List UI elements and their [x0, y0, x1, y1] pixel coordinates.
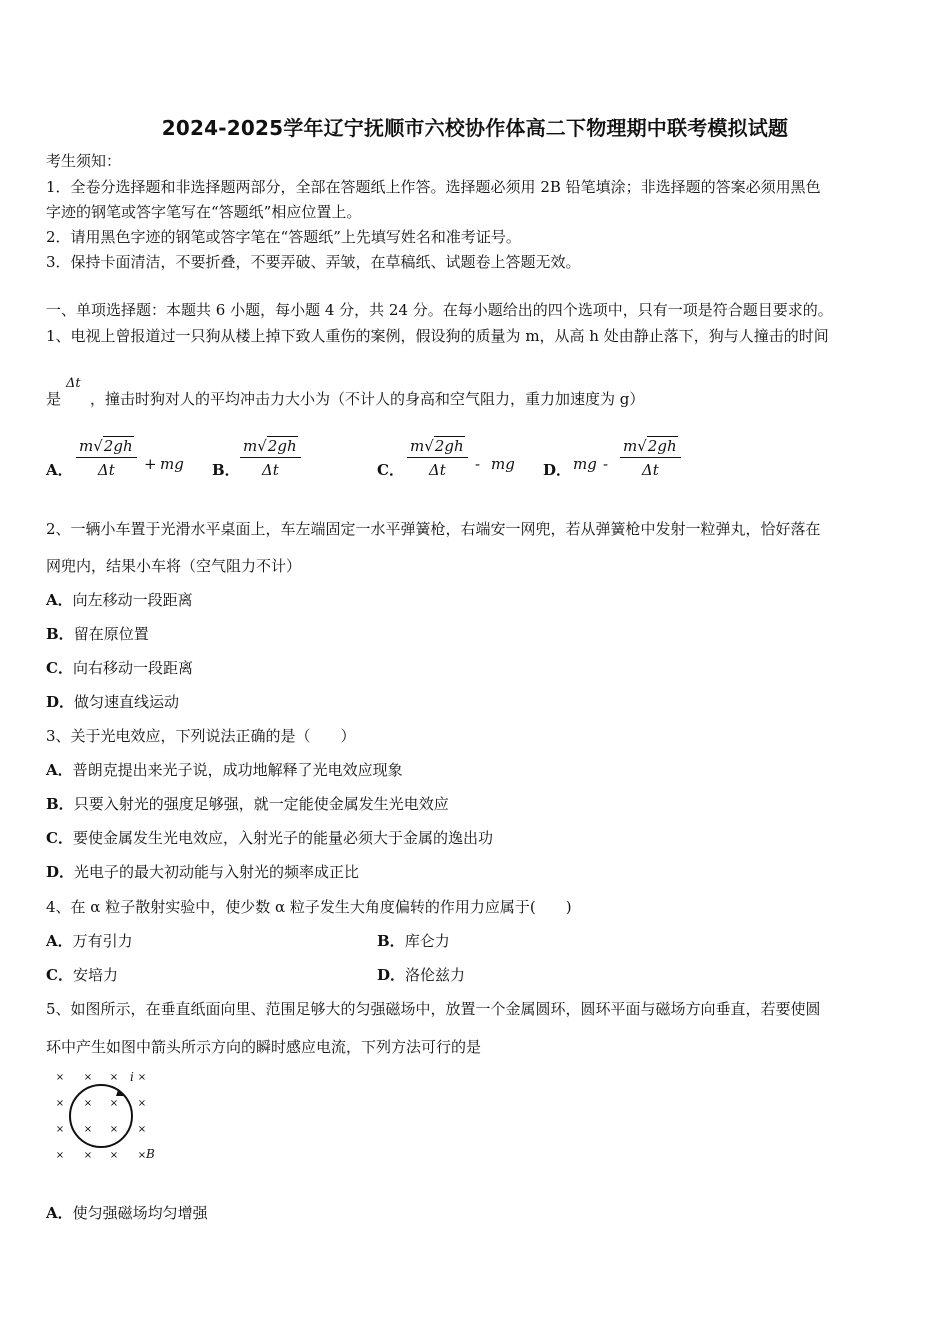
q1-stem-suffix: ，撞击时狗对人的平均冲击力大小为（不计人的身高和空气阻力，重力加速度为 g）: [90, 390, 645, 408]
field-cross-icon: ×: [137, 1124, 147, 1135]
field-cross-icon: ×: [83, 1124, 93, 1135]
notice-line-1b: 字迹的钢笔或答字笔写在“答题纸”相应位置上。: [46, 203, 362, 221]
q1-option-c-minus: -: [475, 455, 481, 473]
q1-option-a-formula: $\frac{m√2gh}{\Delta t}$: [76, 437, 137, 479]
q5-option-a: A．使匀强磁场均匀增强: [46, 1204, 208, 1222]
q2-stem-line1: 2、一辆小车置于光滑水平桌面上，车左端固定一水平弹簧枪，右端安一网兜，若从弹簧枪中发射一粒弹丸，恰好落在: [46, 520, 821, 538]
q5-stem-line2: 环中产生如图中箭头所示方向的瞬时感应电流，下列方法可行的是: [46, 1038, 482, 1056]
field-cross-icon: ×: [137, 1098, 147, 1109]
q1-option-a-label: A．: [46, 461, 73, 479]
q1-stem-prefix: 是: [46, 390, 62, 408]
q1-option-d-formula: $\frac{m√2gh}{\Delta t}$: [620, 437, 681, 479]
field-cross-icon: ×: [55, 1150, 65, 1161]
q1-option-d-label: D．: [543, 461, 572, 479]
q1-stem-line1: 1、电视上曾报道过一只狗从楼上掉下致人重伤的案例，假设狗的质量为 m，从高 h 处由静止落下，狗与人撞击的时间: [46, 327, 829, 345]
field-cross-icon: ×: [109, 1150, 119, 1161]
q5-stem-line1: 5、如图所示，在垂直纸面向里、范围足够大的匀强磁场中，放置一个金属圆环，圆环平面与磁场方向垂直，若要使圆: [46, 1000, 821, 1018]
q4-option-c: C．安培力: [46, 966, 118, 984]
section-heading: 一、单项选择题：本题共 6 小题，每小题 4 分，共 24 分。在每小题给出的四个选项中，只有一项是符合题目要求的。: [46, 301, 833, 319]
q1-option-b-label: B．: [212, 461, 240, 479]
field-cross-icon: ×: [55, 1072, 65, 1083]
field-cross-icon: ×: [109, 1124, 119, 1135]
q3-option-a: A．普朗克提出来光子说，成功地解释了光电效应现象: [46, 761, 403, 779]
q4-option-d: D．洛伦兹力: [377, 966, 466, 984]
q1-option-d-mg: mg: [573, 455, 597, 473]
q3-option-b: B．只要入射光的强度足够强，就一定能使金属发生光电效应: [46, 795, 449, 813]
field-cross-icon: ×: [83, 1150, 93, 1161]
q4-stem: 4、在 α 粒子散射实验中，使少数 α 粒子发生大角度偏转的作用力应属于( ): [46, 898, 572, 916]
q3-stem: 3、关于光电效应，下列说法正确的是（ ）: [46, 727, 356, 745]
q1-option-c-mg: mg: [491, 455, 515, 473]
q1-option-d-minus: -: [603, 455, 609, 473]
notice-line-3: 3．保持卡面清洁，不要折叠，不要弄破、弄皱，在草稿纸、试题卷上答题无效。: [46, 253, 581, 271]
field-cross-icon: ×: [137, 1072, 147, 1083]
q1-option-c-formula: $\frac{m√2gh}{\Delta t}$: [407, 437, 468, 479]
q3-option-d: D．光电子的最大初动能与入射光的频率成正比: [46, 863, 360, 881]
field-cross-icon: ×: [83, 1098, 93, 1109]
field-cross-icon: ×: [109, 1072, 119, 1083]
q1-delta-t: Δt: [66, 376, 81, 391]
q3-option-c: C．要使金属发生光电效应，入射光子的能量必须大于金属的逸出功: [46, 829, 493, 847]
q2-option-a: A．向左移动一段距离: [46, 591, 193, 609]
q5-magnetic-field-figure: [48, 1066, 168, 1166]
q2-stem-line2: 网兜内，结果小车将（空气阻力不计）: [46, 557, 302, 575]
q1-option-b-formula: $\frac{m√2gh}{\Delta t}$: [240, 437, 301, 479]
field-label: B: [146, 1147, 155, 1161]
current-label: i: [130, 1070, 134, 1084]
q4-option-a: A．万有引力: [46, 932, 133, 950]
field-cross-icon: ×: [55, 1098, 65, 1109]
notice-line-1a: 1．全卷分选择题和非选择题两部分，全部在答题纸上作答。选择题必须用 2B 铅笔填涂；非选择题的答案必须用黑色: [46, 178, 821, 196]
notice-heading: 考生须知：: [46, 152, 122, 170]
q2-option-c: C．向右移动一段距离: [46, 659, 193, 677]
notice-line-2: 2．请用黑色字迹的钢笔或答字笔在“答题纸”上先填写姓名和准考证号。: [46, 228, 521, 246]
q1-option-a-plus: +: [144, 455, 157, 473]
q4-option-b: B．库仑力: [377, 932, 450, 950]
page-title: 2024-2025学年辽宁抚顺市六校协作体高二下物理期中联考模拟试题: [161, 116, 789, 140]
field-cross-icon: ×: [137, 1150, 147, 1161]
q1-option-a-mg: mg: [160, 455, 184, 473]
field-cross-icon: ×: [55, 1124, 65, 1135]
q2-option-b: B．留在原位置: [46, 625, 149, 643]
field-cross-icon: ×: [83, 1072, 93, 1083]
q2-option-d: D．做匀速直线运动: [46, 693, 180, 711]
field-cross-icon: ×: [109, 1098, 119, 1109]
q1-option-c-label: C．: [377, 461, 404, 479]
